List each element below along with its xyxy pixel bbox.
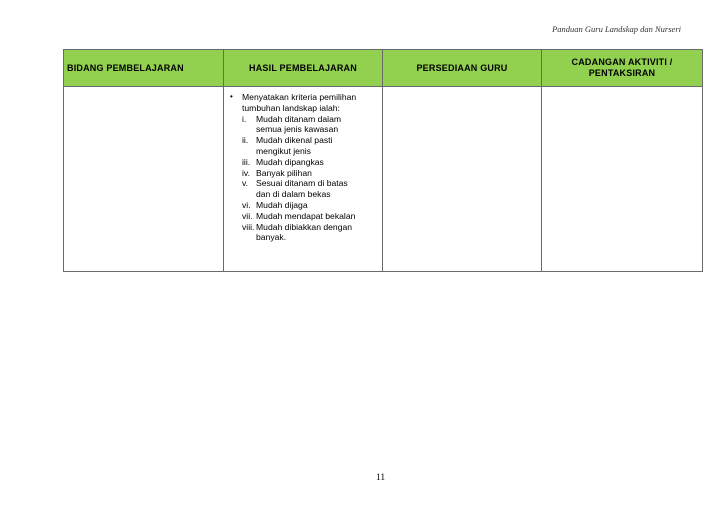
list-item-number: iv. bbox=[242, 167, 250, 178]
list-item bbox=[230, 114, 382, 136]
cell-cadangan bbox=[542, 87, 703, 272]
list-item-text-line: Banyak pilihan bbox=[256, 167, 312, 178]
column-header-cadangan: CADANGAN AKTIVITI / PENTAKSIRAN bbox=[542, 50, 703, 87]
list-item-text-line: Mudah dipangkas bbox=[256, 156, 324, 167]
table-row bbox=[64, 87, 703, 272]
criteria-list bbox=[230, 114, 382, 244]
table-header-row bbox=[64, 50, 703, 87]
list-item bbox=[230, 168, 382, 179]
list-item-text-line: Mudah dibiakkan dengan bbox=[256, 221, 353, 232]
list-item-number: ii. bbox=[242, 135, 249, 146]
list-item bbox=[230, 211, 382, 222]
list-item-text-line: Mudah mendapat bekalan bbox=[256, 210, 356, 221]
list-item bbox=[230, 222, 382, 244]
list-item-number: i. bbox=[242, 113, 247, 124]
lesson-plan-table bbox=[63, 49, 703, 272]
list-item-number: vii. bbox=[242, 210, 253, 221]
hasil-content bbox=[224, 87, 382, 243]
document-header-note: Panduan Guru Landskap dan Nurseri bbox=[552, 24, 681, 34]
bullet-item bbox=[230, 92, 382, 114]
list-item-text-line: Mudah ditanam dalam bbox=[256, 113, 342, 124]
cell-persediaan bbox=[383, 87, 542, 272]
cell-bidang bbox=[64, 87, 224, 272]
page-number: 11 bbox=[376, 473, 386, 483]
list-item-number: iii. bbox=[242, 156, 251, 167]
list-item-number: vi. bbox=[242, 199, 251, 210]
list-item-text-line: mengikut jenis bbox=[256, 145, 311, 156]
list-item bbox=[230, 157, 382, 168]
cell-hasil bbox=[224, 87, 383, 272]
list-item-number: v. bbox=[242, 178, 249, 189]
bullet-icon: • bbox=[230, 92, 233, 101]
list-item-text-line: Mudah dijaga bbox=[256, 199, 308, 210]
list-item bbox=[230, 135, 382, 157]
bullet-text-line: Menyatakan kriteria pemilihan bbox=[242, 92, 357, 102]
list-item-number: viii. bbox=[242, 221, 255, 232]
list-item-text-line: Sesuai ditanam di batas bbox=[256, 178, 348, 189]
column-header-hasil: HASIL PEMBELAJARAN bbox=[224, 50, 383, 87]
column-header-bidang: BIDANG PEMBELAJARAN bbox=[64, 50, 224, 87]
list-item bbox=[230, 178, 382, 200]
column-header-persediaan: PERSEDIAAN GURU bbox=[383, 50, 542, 87]
list-item-text-line: Mudah dikenal pasti bbox=[256, 135, 333, 146]
list-item-text-line: semua jenis kawasan bbox=[256, 124, 339, 135]
list-item bbox=[230, 200, 382, 211]
list-item-text-line: dan di dalam bekas bbox=[256, 189, 331, 200]
bullet-text-line: tumbuhan landskap ialah: bbox=[242, 102, 340, 113]
list-item-text-line: banyak. bbox=[256, 232, 287, 243]
